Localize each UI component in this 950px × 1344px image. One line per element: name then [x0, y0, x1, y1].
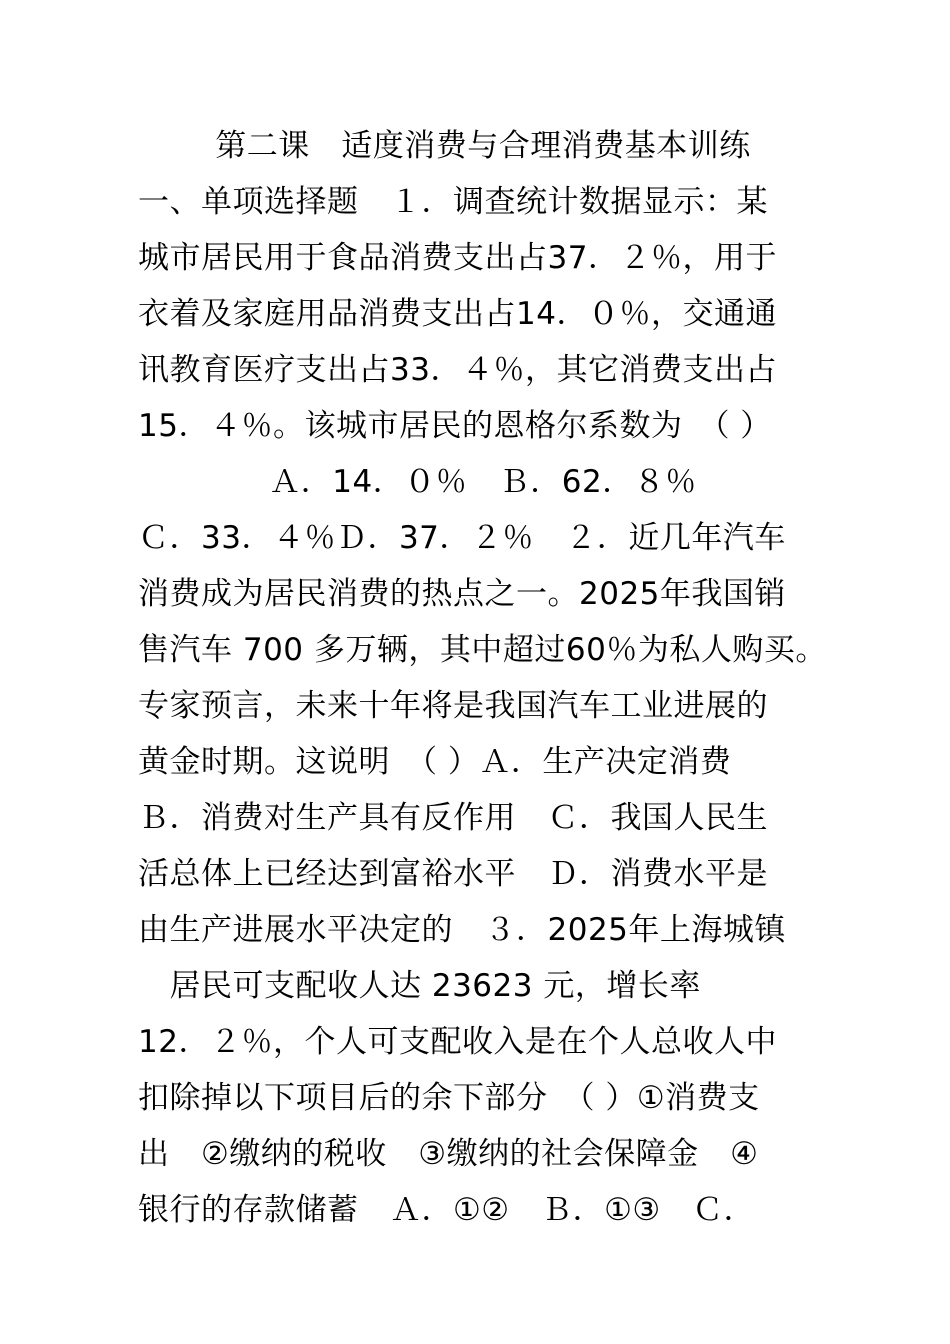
- text-line: 衣着及家庭用品消费支出占14．０％，交通通: [138, 296, 777, 332]
- text-line: Ｂ．消费对生产具有反作用 Ｃ．我国人民生: [138, 800, 768, 836]
- text-line: 活总体上已经达到富裕水平 Ｄ．消费水平是: [138, 856, 768, 892]
- text-line: 消费成为居民消费的热点之一。2025年我国销: [138, 576, 786, 612]
- text-line: 黄金时期。这说明 （ ）Ａ．生产决定消费: [138, 744, 732, 780]
- text-line: 城市居民用于食品消费支出占37．２％，用于: [138, 240, 777, 276]
- text-line: 居民可支配收人达 23623 元，增长率: [138, 968, 701, 1004]
- text-line: 由生产进展水平决定的 ３．2025年上海城镇: [138, 912, 786, 948]
- text-line: 专家预言，未来十年将是我国汽车工业进展的: [138, 688, 768, 724]
- text-line: 银行的存款储蓄 Ａ．①② Ｂ．①③ Ｃ．: [138, 1192, 756, 1228]
- text-line: 15．４％。该城市居民的恩格尔系数为 （ ）: [138, 408, 772, 444]
- text-line: 售汽车 700 多万辆，其中超过60％为私人购买。: [138, 632, 827, 668]
- text-line: Ｃ．33．４％Ｄ．37．２％ ２．近几年汽车: [138, 520, 786, 556]
- text-line: 讯教育医疗支出占33．４％，其它消费支出占: [138, 352, 777, 388]
- answer-options-line: Ａ．14．０％ Ｂ．62．８％: [269, 464, 697, 500]
- text-line: 12．２％，个人可支配收入是在个人总收人中: [138, 1024, 777, 1060]
- text-line: 一、单项选择题 １．调查统计数据显示：某: [138, 184, 768, 220]
- text-line: 出 ②缴纳的税收 ③缴纳的社会保障金 ④: [138, 1136, 759, 1172]
- document-title: 第二课 适度消费与合理消费基本训练: [215, 128, 751, 164]
- text-line: 扣除掉以下项目后的余下部分 （ ）①消费支: [138, 1080, 760, 1116]
